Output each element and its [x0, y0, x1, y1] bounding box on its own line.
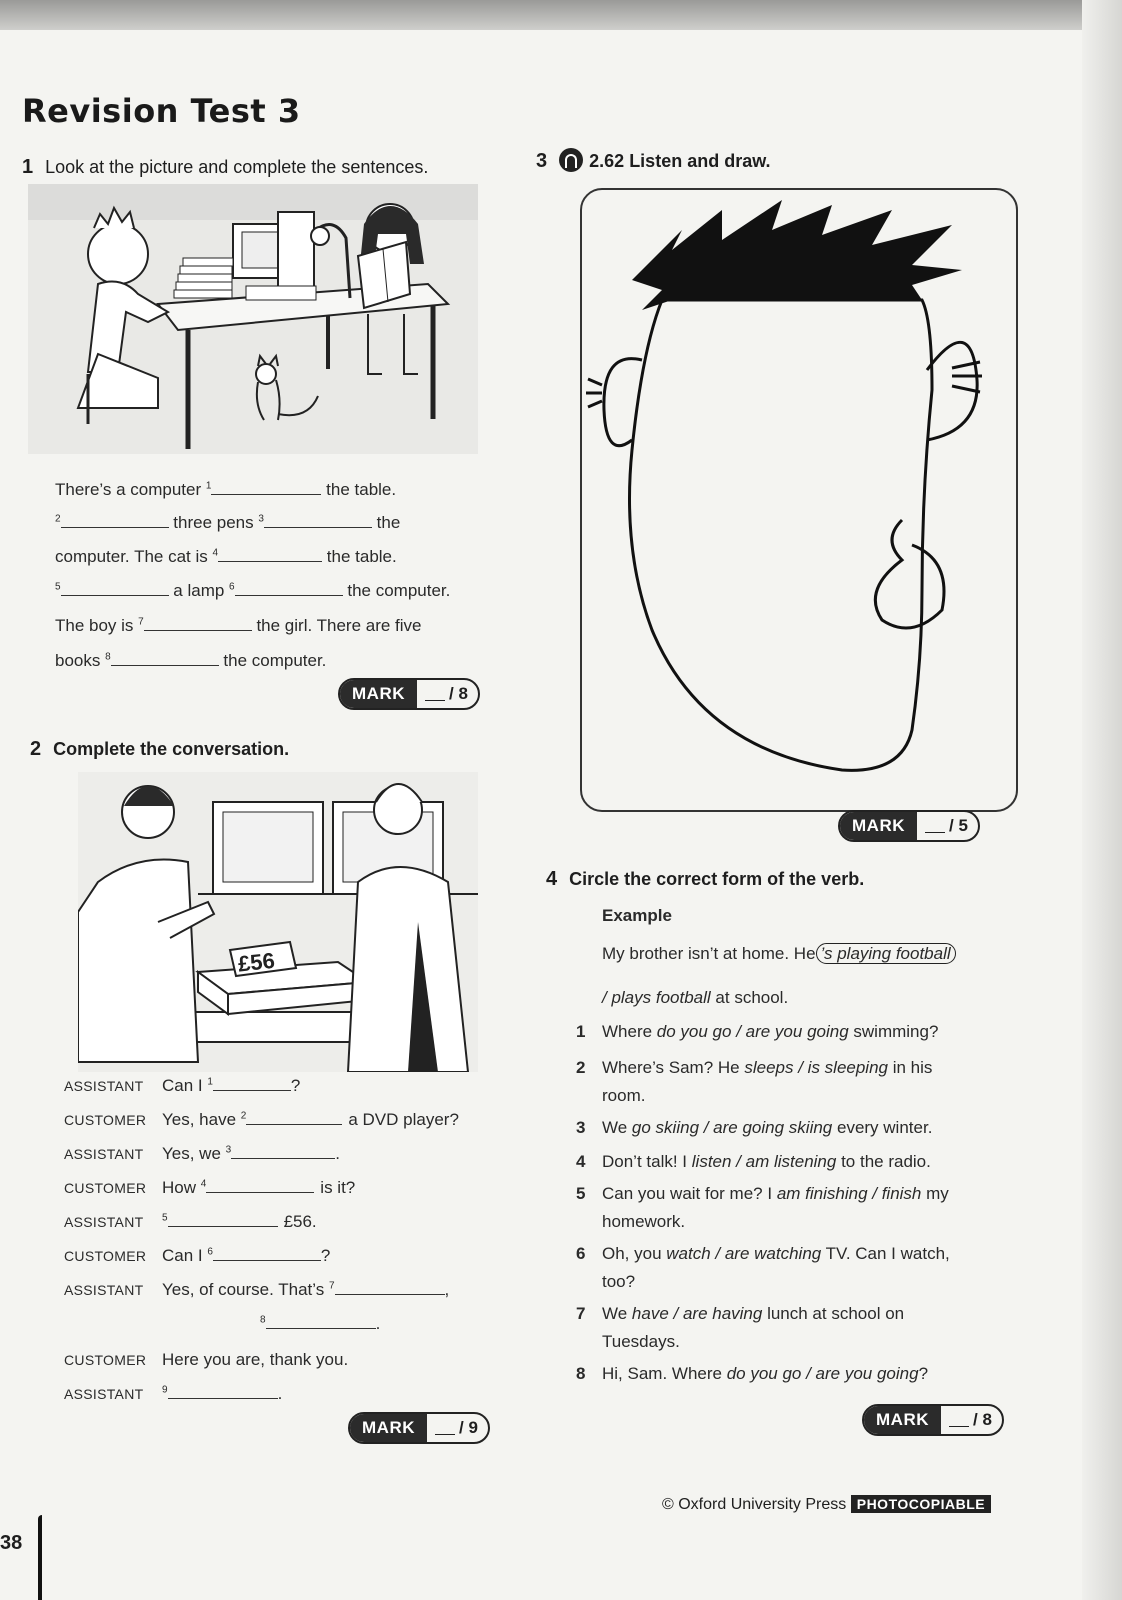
verb-options[interactable]: watch / are watching — [666, 1244, 822, 1263]
section2-number: 2 — [30, 738, 42, 760]
item-text: TV. Can I watch, — [821, 1244, 950, 1263]
verb-item — [576, 1212, 685, 1232]
speaker-label: ASSISTANT — [64, 1386, 144, 1402]
shop-illustration — [78, 772, 478, 1072]
score-blank[interactable] — [425, 688, 445, 701]
verb-item — [576, 1184, 949, 1204]
blank-number: 2 — [240, 1110, 247, 1122]
dialogue-text: How — [162, 1178, 201, 1197]
blank-1[interactable] — [211, 480, 321, 495]
s1-line-2: $^2$ three pens $^3$ the — [55, 513, 401, 532]
dialogue-text: . — [335, 1144, 340, 1163]
item-text: too? — [602, 1272, 636, 1291]
verb-item — [576, 1304, 904, 1324]
score-blank[interactable] — [949, 1414, 969, 1427]
verb-item — [576, 1332, 680, 1352]
blank-4[interactable] — [218, 547, 322, 562]
speaker-label: CUSTOMER — [64, 1180, 147, 1196]
blank-number: 5 — [162, 1212, 168, 1224]
blank-number: 6 — [207, 1246, 213, 1258]
dialogue-text: £56. — [283, 1212, 317, 1231]
item-text: Where — [602, 1022, 657, 1041]
s1-line-1: There’s a computer $^1$ the table. — [55, 480, 397, 499]
blank-number: 3 — [225, 1144, 232, 1156]
photocopiable-badge: PHOTOCOPIABLE — [851, 1495, 991, 1513]
item-text: Tuesdays. — [602, 1332, 680, 1351]
answer-blank[interactable] — [213, 1246, 321, 1261]
mark-label: MARK — [840, 812, 917, 840]
answer-blank[interactable] — [168, 1212, 278, 1227]
answer-blank[interactable] — [213, 1076, 291, 1091]
item-text: We — [602, 1304, 632, 1323]
mark-label: MARK — [340, 680, 417, 708]
speaker-label: CUSTOMER — [64, 1248, 147, 1264]
verb-options[interactable]: go skiing / are going skiing — [631, 1118, 833, 1137]
dialogue-line — [64, 1246, 330, 1266]
example-line-2: / plays football at school. — [602, 988, 789, 1007]
item-text: my — [921, 1184, 949, 1203]
speaker-label: ASSISTANT — [64, 1282, 144, 1298]
footer — [662, 1496, 991, 1514]
section1-number: 1 — [22, 156, 34, 178]
verb-item — [576, 1364, 928, 1384]
item-text: ? — [918, 1364, 929, 1383]
scan-top-edge — [0, 0, 1122, 30]
dialogue-text: . — [277, 1384, 283, 1403]
dialogue-line — [64, 1076, 300, 1096]
item-text: Hi, Sam. Where — [602, 1364, 727, 1383]
score-blank[interactable] — [925, 820, 945, 833]
speaker-label: CUSTOMER — [64, 1352, 147, 1368]
answer-blank[interactable] — [168, 1384, 278, 1399]
item-number: 7 — [576, 1304, 586, 1323]
blank-number: 9 — [162, 1384, 168, 1396]
verb-item — [576, 1118, 932, 1138]
item-text: Can you wait for me? I — [602, 1184, 777, 1203]
blank-6[interactable] — [235, 581, 343, 596]
blank-number: 7 — [328, 1280, 335, 1292]
section2-mark-box: MARK / 9 — [348, 1412, 490, 1444]
page-edge-bar — [38, 1515, 42, 1600]
dialogue-line — [64, 1384, 282, 1404]
section3-heading — [536, 148, 771, 173]
blank-number: 8 — [260, 1314, 266, 1326]
verb-options[interactable]: do you go / are you going — [656, 1022, 849, 1041]
page-number: 38 — [0, 1532, 23, 1554]
verb-item — [576, 1152, 931, 1172]
blank-8[interactable] — [111, 651, 219, 666]
mark-label: MARK — [350, 1414, 427, 1442]
blank-3[interactable] — [264, 513, 372, 528]
s1-line-4: $^5$ a lamp $^6$ the computer. — [55, 581, 451, 600]
dialogue-line — [64, 1350, 348, 1370]
item-text: in his — [888, 1058, 933, 1077]
item-text: We — [602, 1118, 632, 1137]
section4-instructions: Circle the correct form of the verb. — [569, 869, 865, 889]
item-text: Don’t talk! I — [602, 1152, 692, 1171]
dialogue-line — [64, 1212, 317, 1232]
answer-blank[interactable] — [335, 1280, 445, 1295]
item-text: every winter. — [832, 1118, 933, 1137]
dialogue-line — [64, 1280, 449, 1300]
answer-blank[interactable] — [266, 1314, 376, 1329]
blank-2[interactable] — [61, 513, 169, 528]
item-text: to the radio. — [836, 1152, 931, 1171]
section4-number: 4 — [546, 868, 558, 890]
answer-blank[interactable] — [231, 1144, 335, 1159]
dialogue-text: Can I — [162, 1246, 208, 1265]
item-text: Oh, you — [602, 1244, 667, 1263]
section3-number: 3 — [536, 150, 548, 172]
verb-item — [576, 1272, 635, 1292]
item-number: 6 — [576, 1244, 586, 1263]
dialogue-text: Yes, of course. That’s — [162, 1280, 329, 1299]
dialogue-text: , — [444, 1280, 450, 1299]
item-number: 3 — [576, 1118, 586, 1137]
item-text: room. — [602, 1086, 646, 1105]
dialogue-text: is it? — [320, 1178, 356, 1197]
dialogue-text: Yes, we — [162, 1144, 226, 1163]
example-line-1: My brother isn’t at home. He ’s playing football — [602, 944, 956, 964]
item-number: 5 — [576, 1184, 586, 1203]
answer-blank[interactable] — [246, 1110, 342, 1125]
verb-options[interactable]: do you go / are you going — [726, 1364, 919, 1383]
item-text: swimming? — [848, 1022, 939, 1041]
item-number: 8 — [576, 1364, 586, 1383]
verb-options[interactable]: have / are having — [631, 1304, 763, 1323]
speaker-label: CUSTOMER — [64, 1112, 147, 1128]
dialogue-text: Here you are, thank you. — [162, 1350, 349, 1369]
dialogue-line — [64, 1144, 340, 1164]
item-text: lunch at school on — [762, 1304, 905, 1323]
item-text: Where’s Sam? He — [602, 1058, 745, 1077]
verb-item — [576, 1244, 950, 1264]
speaker-label: ASSISTANT — [64, 1146, 144, 1162]
audio-track: 2.62 — [589, 151, 625, 171]
face-outline-drawing — [582, 190, 1012, 806]
item-number: 4 — [576, 1152, 586, 1171]
verb-options[interactable]: sleeps / is sleeping — [744, 1058, 888, 1077]
dialogue-text: ? — [320, 1246, 331, 1265]
section3-mark-box: MARK / 5 — [838, 810, 980, 842]
blank-7[interactable] — [144, 616, 252, 631]
verb-item — [576, 1086, 645, 1106]
section1-heading — [22, 156, 428, 179]
verb-options[interactable]: listen / am listening — [691, 1152, 837, 1171]
copyright-text: © Oxford University Press — [662, 1496, 847, 1513]
speaker-label: ASSISTANT — [64, 1078, 144, 1094]
classroom-illustration — [28, 184, 478, 454]
s1-line-5: The boy is $^7$ the girl. There are five — [55, 616, 422, 635]
item-text: homework. — [602, 1212, 686, 1231]
mark-label: MARK — [864, 1406, 941, 1434]
verb-item — [576, 1022, 938, 1042]
verb-options[interactable]: am finishing / finish — [776, 1184, 922, 1203]
dialogue-text: ? — [290, 1076, 301, 1095]
price-tag-text: £56 — [236, 947, 276, 977]
dialogue-text: Can I — [162, 1076, 208, 1095]
dialogue-line — [64, 1110, 459, 1130]
speaker-label: ASSISTANT — [64, 1214, 144, 1230]
section4-mark-box: MARK / 8 — [862, 1404, 1004, 1436]
dialogue-text: a DVD player? — [348, 1110, 459, 1129]
s1-line-6: books $^8$ the computer. — [55, 651, 327, 670]
dialogue-line — [162, 1314, 380, 1334]
blank-5[interactable] — [61, 581, 169, 596]
section4-heading — [546, 868, 864, 891]
page-title: Revision Test 3 — [22, 92, 301, 130]
dialogue-text: . — [375, 1314, 381, 1333]
example-circled-answer: ’s playing football — [816, 943, 956, 964]
verb-item — [576, 1058, 932, 1078]
scan-right-edge — [1082, 0, 1122, 1600]
score-blank[interactable] — [435, 1422, 455, 1435]
section3-instructions: Listen and draw. — [629, 151, 771, 171]
item-number: 2 — [576, 1058, 586, 1077]
answer-blank[interactable] — [206, 1178, 314, 1193]
blank-number: 1 — [207, 1076, 213, 1088]
item-number: 1 — [576, 1022, 586, 1041]
dialogue-text: Yes, have — [162, 1110, 241, 1129]
s1-line-3: computer. The cat is $^4$ the table. — [55, 547, 397, 566]
audio-icon[interactable] — [559, 148, 583, 172]
blank-number: 4 — [200, 1178, 207, 1190]
example-label: Example — [602, 906, 672, 925]
dialogue-line — [64, 1178, 355, 1198]
section2-instructions: Complete the conversation. — [53, 739, 290, 759]
section1-instructions: Look at the picture and complete the sentences. — [45, 157, 429, 177]
section2-heading — [30, 738, 289, 761]
section1-mark-box: MARK / 8 — [338, 678, 480, 710]
